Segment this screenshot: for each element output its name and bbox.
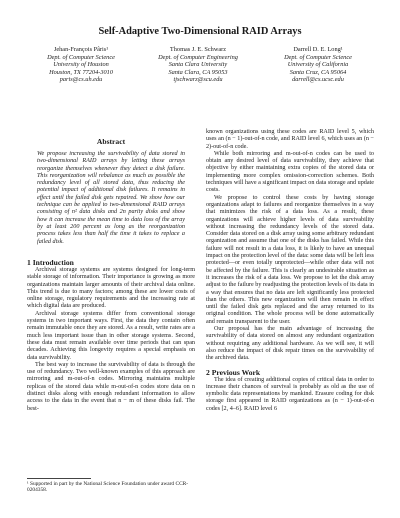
author-dept: Dept. of Computer Science bbox=[284, 53, 352, 61]
abstract-heading: Abstract bbox=[96, 137, 126, 146]
author-block-2 bbox=[142, 46, 254, 84]
author-location: Santa Clara, CA 95053 bbox=[168, 68, 228, 76]
author-name: Darrell D. E. Long¹ bbox=[293, 46, 343, 53]
author-org: Santa Clara University bbox=[168, 61, 228, 69]
footnote-rule bbox=[27, 478, 91, 479]
footnote: ¹ Supported in part by the National Science Foundation under award CCR-0204358. bbox=[27, 481, 189, 494]
author-email: darrell@cs.ucsc.edu bbox=[292, 76, 344, 84]
section-heading: 1 Introduction bbox=[27, 258, 74, 267]
body-paragraph: Archival storage systems are systems designed for long-term stable storage of information. Their importance is growing as more organizations maintain larger amounts of their archival data online. This trend is due to many factors; among these are lower costs of online storage, regulatory requirements and the increasing rate at which digital data are produced. bbox=[27, 267, 195, 310]
section-introduction bbox=[27, 258, 195, 413]
body-paragraph: known organizations using these codes are RAID level 5, which uses an (n − 1)-out-of-n code, and RAID level 6, which uses an (n − 2)-out-of-n code. bbox=[206, 129, 374, 150]
author-email: tjschwarz@scu.edu bbox=[173, 76, 223, 84]
author-dept: Dept. of Computer Science bbox=[47, 53, 115, 61]
author-org: University of California bbox=[287, 61, 349, 69]
right-column bbox=[206, 129, 374, 413]
author-dept: Dept. of Computer Engineering bbox=[158, 53, 238, 61]
body-paragraph: While both mirroring and m-out-of-n codes can be used to obtain any desired level of data survivability, they achieve that objective by either maintaining extra copies of the stored data or implementing more complex omission-correction schemes. Both techniques will have a significant impact on data storage and update costs. bbox=[206, 150, 374, 194]
author-name: Thomas J. E. Schwarz bbox=[169, 46, 227, 53]
abstract-text: We propose increasing the survivability of data stored in two-dimensional RAID arrays by letting these arrays reorganize themselves whenever they detect a disk failure. This reorganization will rebalance as much as possible the redundancy level of all stored data, thus reducing the potential impact of additional disk failures. It remains in effect until the failed disk gets repaired. We show how our technique can be applied to two-dimensional RAID arrays consisting of n² data disks and 2n parity disks and show how it can increase the mean time to data loss of the array by at least 200 percent as long as the reorganization process takes less than half the time it takes to replace a failed disk. bbox=[37, 151, 185, 245]
body-paragraph: Archival storage systems differ from conventional storage systems in two important ways. First, the data they contain often remain immutable once they are stored. As a result, write rates are a much less important issue than in other storage systems. Second, these data must remain available over time periods that can span decades. Achieving this longevity requires a special emphasis on data survivability. bbox=[27, 310, 195, 361]
section-heading: 2 Previous Work bbox=[206, 367, 261, 377]
body-paragraph: We propose to control these costs by having storage organizations adapt to failures and reorganize themselves in a way that minimizes the risk of a data loss. As a result, these organizations will achieve higher levels of data survivability without increasing the redundancy levels of the stored data. Consider data stored on a disk array using some arbitrary redundant organization and assume that one of the disks has failed. While this failure will not result in a data loss, it is likely to have an unequal impact on the protection level of the data: some data will be left less protected—or even totally unprotected—while other data will not be affected by the failure. This is clearly an undesirable situation as it increases the risk of a data loss. We propose to let the disk array adjust to the failure by readjusting the protection levels of its data in a way that ensures that no data are left significantly less protected than the others. This new organization will then remain in effect until the failed disk gets replaced and the array returned to its original condition. The whole process will be done automatically and remain transparent to the user. bbox=[206, 194, 374, 325]
author-email: paris@cs.uh.edu bbox=[59, 76, 103, 84]
paper-title: Self-Adaptive Two-Dimensional RAID Arrays bbox=[98, 26, 302, 37]
author-block-3 bbox=[262, 46, 374, 84]
author-location: Houston, TX 77204-3010 bbox=[49, 68, 113, 76]
body-paragraph: The idea of creating additional copies of critical data in order to increase their chances of survival is probably as old as the use of symbolic data representations by mankind. Erasure coding for disk storage first appeared in RAID organizations as (n − 1)-out-of-n codes [2, 4–6]. RAID level 6 bbox=[206, 376, 374, 412]
body-paragraph: Our proposal has the main advantage of increasing the survivability of data stored on almost any redundant organization without requiring any additional hardware. As we will see, it will also reduce the impact of disk repair times on the survivability of the archived data. bbox=[206, 326, 374, 362]
body-paragraph: The best way to increase the survivability of data is through the use of redundancy. Two well-known examples of this approach are mirroring and m-out-of-n codes. Mirroring maintains multiple replicas of the stored data while m-out-of-n codes store data on n distinct disks along with enough redundant information to allow access to the data in the event that n − m of these disks fail. The best- bbox=[27, 361, 195, 412]
author-name: Jehan-François Pâris¹ bbox=[53, 46, 109, 53]
author-org: University of Houston bbox=[53, 61, 109, 69]
author-block-1 bbox=[25, 46, 137, 84]
author-location: Santa Cruz, CA 95064 bbox=[289, 68, 347, 76]
